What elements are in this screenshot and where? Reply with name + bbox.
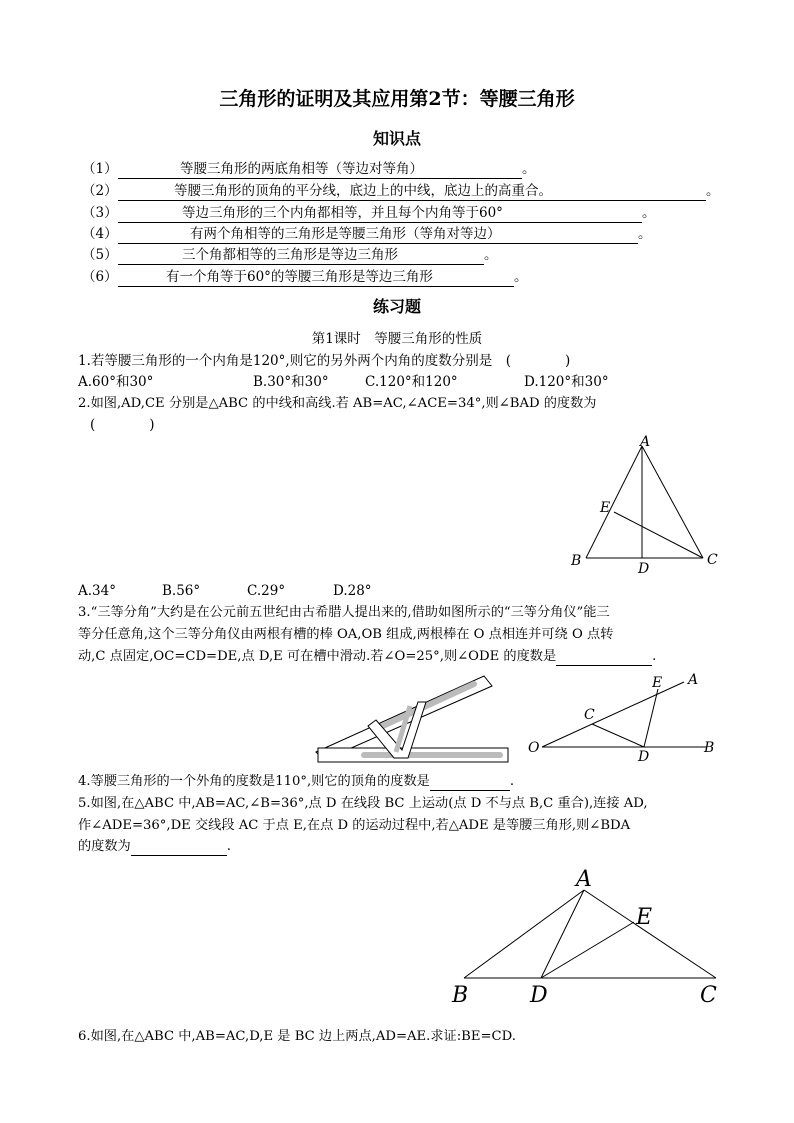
lesson-heading: 第1课时 等腰三角形的性质	[311, 331, 483, 347]
q3-angle-figure	[526, 670, 726, 765]
question-3-line-2: 等分任意角,这个三等分角仪由两根有槽的棒 OA,OB 组成,两根棒在 O 点相连并可绕 O 点转	[78, 627, 614, 642]
q3-answer-blank[interactable]	[556, 651, 652, 666]
question-4: 4.等腰三角形的一个外角的度数是110°,则它的顶角的度数是 .	[78, 774, 515, 789]
q2-label-a: A	[640, 434, 651, 450]
q5-label-b: B	[452, 983, 469, 1008]
q2-label-e: E	[600, 500, 611, 516]
q3-trisector-figure	[314, 668, 514, 766]
q2-label-d: D	[638, 561, 650, 577]
question-2-stem: 2.如图,AD,CE 分别是△ABC 的中线和高线.若 AB=AC,∠ACE=34°,则∠BAD 的度数为	[78, 396, 597, 411]
q1-option-d: D.120°和30°	[524, 374, 609, 390]
knowledge-point-5: （5） 三个角都相等的三角形是等边三角形 。	[82, 247, 498, 263]
question-5-line-2: 作∠ADE=36°,DE 交线段 AC 于点 E,在点 D 的运动过程中,若△ADE 是等腰三角形,则∠BDA	[78, 818, 631, 833]
knowledge-point-4: （4） 有两个角相等的三角形是等腰三角形（等角对等边） 。	[82, 226, 652, 242]
question-2-answer-parens: ( )	[90, 417, 155, 433]
q5-label-d: D	[530, 983, 548, 1008]
q1-option-c: C.120°和120°	[365, 374, 458, 390]
page-title: 三角形的证明及其应用第2节：等腰三角形	[219, 88, 575, 110]
q2-label-c: C	[707, 552, 718, 568]
q5-triangle-figure	[446, 864, 736, 1014]
question-5-line-1: 5.如图,在△ABC 中,AB=AC,∠B=36°,点 D 在线段 BC 上运动(点 D 不与点 B,C 重合),连接 AD,	[78, 796, 648, 811]
knowledge-point-1: （1） 等腰三角形的两底角相等（等边对等角） 。	[82, 161, 536, 177]
knowledge-heading: 知识点	[372, 129, 421, 148]
exercise-heading: 练习题	[372, 297, 421, 316]
q2-option-a: A.34°	[78, 583, 116, 599]
q2-triangle-figure	[560, 432, 730, 582]
q5-label-c: C	[700, 983, 717, 1008]
q5-label-e: E	[636, 905, 653, 930]
q1-option-a: A.60°和30°	[78, 374, 154, 390]
q3-label-e: E	[652, 675, 663, 691]
question-3-line-3: 动,C 点固定,OC=CD=DE,点 D,E 可在槽中滑动.若∠O=25°,则∠ODE 的度数是 .	[78, 649, 657, 664]
q5-answer-blank[interactable]	[131, 841, 227, 856]
question-5-line-3: 的度数为 .	[78, 839, 231, 854]
q5-label-a: A	[576, 867, 592, 892]
q3-label-o: O	[528, 740, 540, 756]
knowledge-point-2: （2） 等腰三角形的顶角的平分线，底边上的中线，底边上的高重合。 。	[82, 183, 720, 199]
q4-answer-blank[interactable]	[430, 776, 510, 791]
q1-option-b: B.30°和30°	[253, 374, 329, 390]
knowledge-point-6: （6） 有一个角等于60°的等腰三角形是等边三角形 。	[82, 269, 528, 285]
knowledge-point-3: （3） 等边三角形的三个内角都相等，并且每个内角等于60° 。	[82, 205, 656, 221]
question-3-line-1: 3.“三等分角”大约是在公元前五世纪由古希腊人提出来的,借助如图所示的“三等分角仪”能三	[78, 605, 610, 620]
question-6: 6.如图,在△ABC 中,AB=AC,D,E 是 BC 边上两点,AD=AE.求证:BE=CD.	[78, 1029, 516, 1044]
q3-label-c: C	[584, 707, 595, 723]
q3-label-b: B	[704, 740, 715, 756]
question-1-stem: 1.若等腰三角形的一个内角是120°,则它的另外两个内角的度数分别是 ( )	[78, 353, 571, 369]
q3-label-a: A	[688, 672, 699, 688]
q2-label-b: B	[571, 553, 582, 569]
q3-label-d: D	[638, 749, 650, 765]
q2-option-c: C.29°	[247, 583, 286, 599]
q2-option-b: B.56°	[162, 583, 201, 599]
q2-option-d: D.28°	[333, 583, 372, 599]
